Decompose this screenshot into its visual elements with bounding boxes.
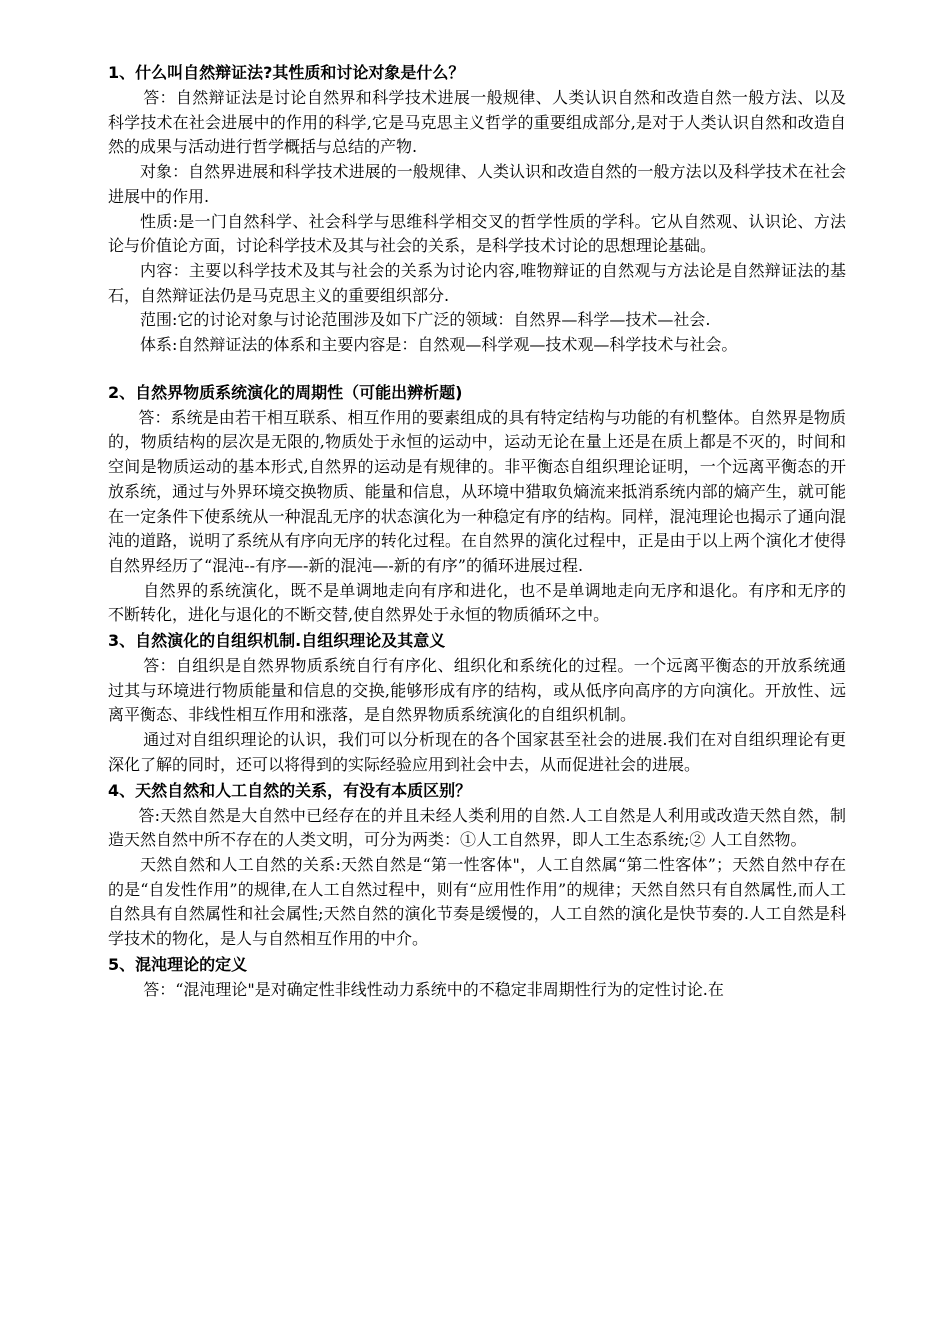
section-1-answer: 答：自然辩证法是讨论自然界和科学技术进展一般规律、人类认识自然和改造自然一般方法、以及科学技术在社会进展中的作用的科学,它是马克思主义哲学的重要组成部分,是对于人类认识自然和改造自然的成果与活动进行哲学概括与总结的产物. <box>108 88 846 157</box>
section-2-title: 2、自然界物质系统演化的周期性（可能出辨析题) <box>108 382 463 402</box>
section-3-title: 3、自然演化的自组织机制.自组织理论及其意义 <box>108 631 446 651</box>
section-3-paragraph-2: 通过对自组织理论的认识，我们可以分析现在的各个国家甚至社会的进展.我们在对自组织理论有更深化了解的同时，还可以将得到的实际经验应用到社会中去，从而促进社会的进展。 <box>108 730 846 774</box>
section-5-answer: 答：“混沌理论"是对确定性非线性动力系统中的不稳定非周期性行为的定性讨论.在 <box>143 979 724 999</box>
section-1-system: 体系:自然辩证法的体系和主要内容是：自然观—科学观—技术观—科学技术与社会。 <box>140 335 738 355</box>
section-4-answer: 答:天然自然是大自然中已经存在的并且未经人类利用的自然.人工自然是人利用或改造天然自然，制造天然自然中所不存在的人类文明，可分为两类：①人工自然界，即人工生态系统;② 人工自然物。 <box>108 805 846 850</box>
document-page <box>108 60 846 1003</box>
section-1-scope: 范围:它的讨论对象与讨论范围涉及如下广泛的领域：自然界—科学—技术—社会. <box>140 310 711 330</box>
section-1-nature: 性质:是一门自然科学、社会科学与思维科学相交叉的哲学性质的学科。它从自然观、认识论、方法论与价值论方面，讨论科学技术及其与社会的关系，是科学技术讨论的思想理论基础。 <box>108 211 846 256</box>
section-1-object: 对象：自然界进展和科学技术进展的一般规律、人类认识和改造自然的一般方法以及科学技术在社会进展中的作用. <box>108 162 846 206</box>
section-5-title: 5、混沌理论的定义 <box>108 954 248 974</box>
section-spacer <box>108 358 846 380</box>
section-2-paragraph-2: 自然界的系统演化，既不是单调地走向有序和进化，也不是单调地走向无序和退化。有序和无序的不断转化，进化与退化的不断交替,使自然界处于永恒的物质循环之中。 <box>108 580 846 625</box>
section-4-paragraph-2: 天然自然和人工自然的关系:天然自然是“第一性客体"，人工自然属“第二性客体”；天然自然中存在的是“自发性作用”的规律,在人工自然过程中，则有“应用性作用”的规律；天然自然只有自然属性,而人工自然具有自然属性和社会属性;天然自然的演化节奏是缓慢的，人工自然的演化是快节奏的.人工自然是科学技术的物化，是人与自然相互作用的中介。 <box>108 854 846 949</box>
section-1-title: 1、什么叫自然辩证法?其性质和讨论对象是什么？ <box>108 63 465 82</box>
section-1-content: 内容：主要以科学技术及其与社会的关系为讨论内容,唯物辩证的自然观与方法论是自然辩证法的基石，自然辩证法仍是马克思主义的重要组织部分. <box>108 260 846 305</box>
section-3-answer: 答：自组织是自然界物质系统自行有序化、组织化和系统化的过程。一个远离平衡态的开放系统通过其与环境进行物质能量和信息的交换,能够形成有序的结构，或从低序向高序的方向演化。开放性、远离平衡态、非线性相互作用和涨落，是自然界物质系统演化的自组织机制。 <box>108 656 846 725</box>
section-2-answer: 答：系统是由若干相互联系、相互作用的要素组成的具有特定结构与功能的有机整体。自然界是物质的，物质结构的层次是无限的,物质处于永恒的运动中，运动无论在量上还是在质上都是不灭的，时间和空间是物质运动的基本形式,自然界的运动是有规律的。非平衡态自组织理论证明，一个远离平衡态的开放系统，通过与外界环境交换物质、能量和信息，从环境中猎取负熵流来抵消系统内部的熵产生，就可能在一定条件下使系统从一种混乱无序的状态演化为一种稳定有序的结构。同样，混沌理论也揭示了通向混沌的道路，说明了系统从有序向无序的转化过程。在自然界的演化过程中，正是由于以上两个演化才使得自然界经历了“混沌--有序—-新的混沌—-新的有序”的循环进展过程. <box>108 407 846 575</box>
section-4-title: 4、天然自然和人工自然的关系，有没有本质区别？ <box>108 780 472 800</box>
